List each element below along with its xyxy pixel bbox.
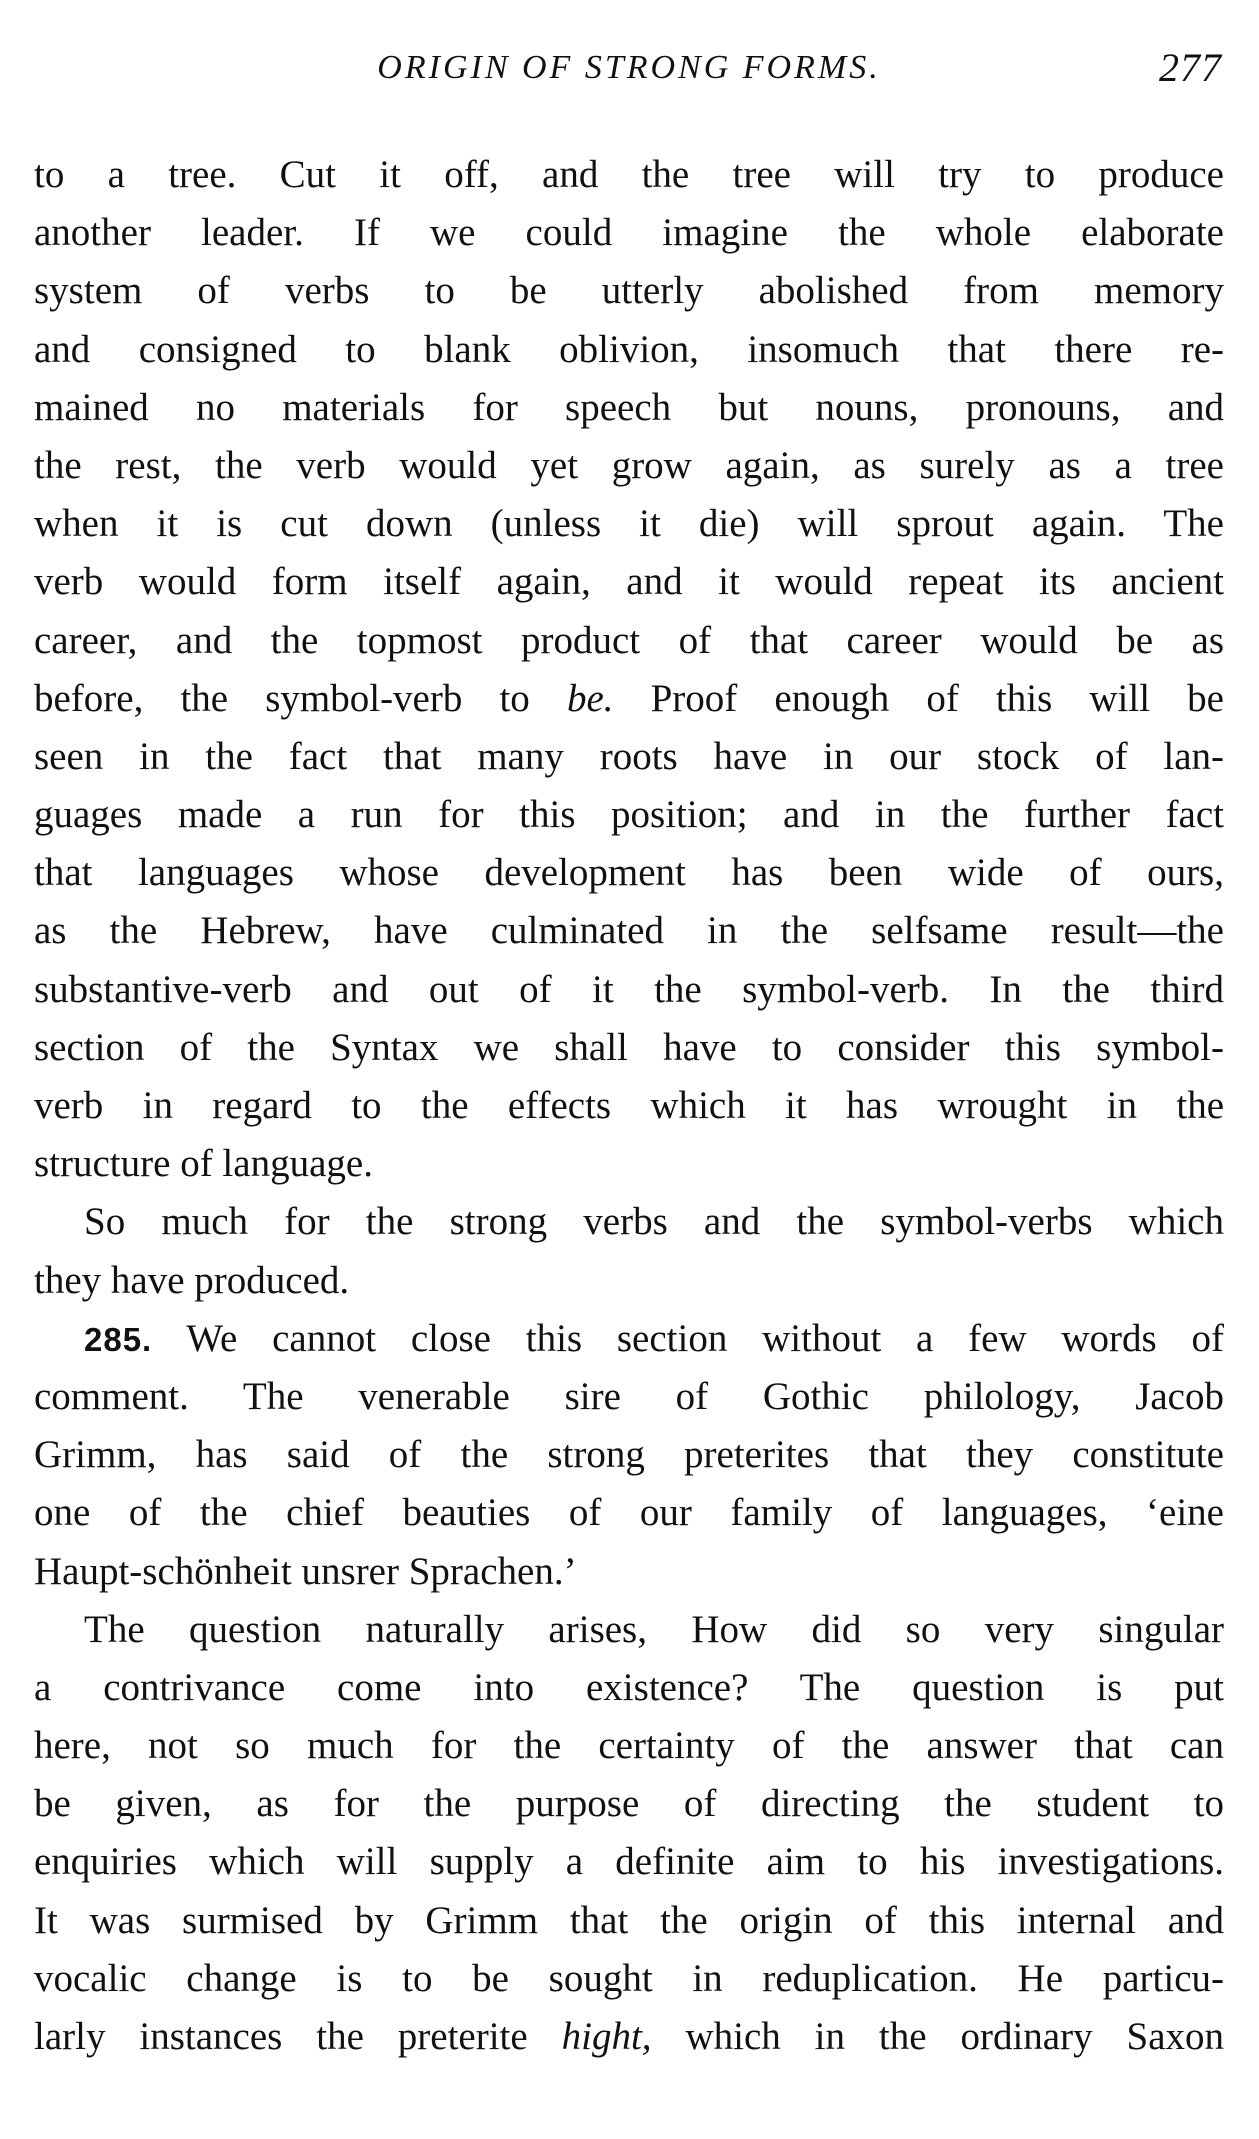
text-line: vocalic change is to be sought in reduplication. He particu- (34, 1956, 1224, 2000)
text-line: a contrivance come into existence? The question is put (34, 1665, 1224, 1709)
text-line: here, not so much for the certainty of the answer that can (34, 1724, 1224, 1768)
text-line: section of the Syntax we shall have to consider this symbol- (34, 1025, 1224, 1069)
text-line: verb would form itself again, and it would repeat its ancient (34, 560, 1224, 604)
text-line: that languages whose development has been wide of ours, (34, 851, 1224, 895)
text-line (34, 2008, 1224, 2066)
text-line: structure of language. (34, 1142, 373, 1186)
text-line: So much for the strong verbs and the symbol-verbs which (84, 1200, 1224, 1244)
page-number: 277 (1159, 45, 1222, 90)
text-run: Proof enough of this will be (613, 676, 1224, 720)
italic-word: be. (566, 676, 614, 720)
text-line: be given, as for the purpose of directing the student to (34, 1782, 1224, 1826)
text-run: We cannot close this section without a few words of (152, 1316, 1224, 1360)
running-head (34, 38, 1224, 98)
text-line: substantive-verb and out of it the symbol-verb. In the third (34, 967, 1224, 1011)
italic-word: hight, (561, 2015, 652, 2058)
text-line: another leader. If we could imagine the whole elaborate (34, 211, 1224, 255)
text-run: which in the ordinary Saxon (651, 2015, 1224, 2058)
text-line: verb in regard to the effects which it has wrought in the (34, 1084, 1224, 1127)
body-text (34, 146, 1224, 2066)
text-line: to a tree. Cut it off, and the tree will try to produce (34, 153, 1224, 196)
text-line: as the Hebrew, have culminated in the selfsame result—the (34, 909, 1224, 953)
text-run: larly instances the preterite (34, 2015, 562, 2058)
text-line: It was surmised by Grimm that the origin of this internal and (34, 1898, 1224, 1942)
text-line: Grimm, has said of the strong preterites that they constitute (34, 1433, 1224, 1477)
text-run: before, the symbol-verb to (34, 676, 567, 720)
text-line: and consigned to blank oblivion, insomuch that there re- (34, 327, 1224, 371)
text-line (34, 670, 1224, 728)
text-line: seen in the fact that many roots have in our stock of lan- (34, 734, 1224, 778)
text-line: comment. The venerable sire of Gothic philology, Jacob (34, 1374, 1224, 1418)
text-line: they have produced. (34, 1258, 350, 1302)
paragraph-number: 285. (84, 1320, 153, 1358)
text-line: The question naturally arises, How did so very singular (84, 1607, 1224, 1651)
text-line: mained no materials for speech but nouns, pronouns, and (34, 385, 1224, 429)
running-title: ORIGIN OF STRONG FORMS. (377, 49, 881, 86)
text-line: career, and the topmost product of that career would be as (34, 618, 1224, 662)
text-line: when it is cut down (unless it die) will sprout again. The (34, 502, 1224, 546)
text-line: system of verbs to be utterly abolished from memory (34, 269, 1224, 313)
text-line: the rest, the verb would yet grow again, as surely as a tree (34, 443, 1224, 487)
text-line (34, 1310, 1224, 1368)
text-line: Haupt-schönheit unsrer Sprachen.’ (34, 1549, 577, 1593)
text-line: guages made a run for this position; and in the further fact (34, 793, 1224, 837)
text-line: enquiries which will supply a definite aim to his investigations. (34, 1840, 1224, 1884)
text-line: one of the chief beauties of our family of languages, ‘eine (34, 1491, 1224, 1535)
